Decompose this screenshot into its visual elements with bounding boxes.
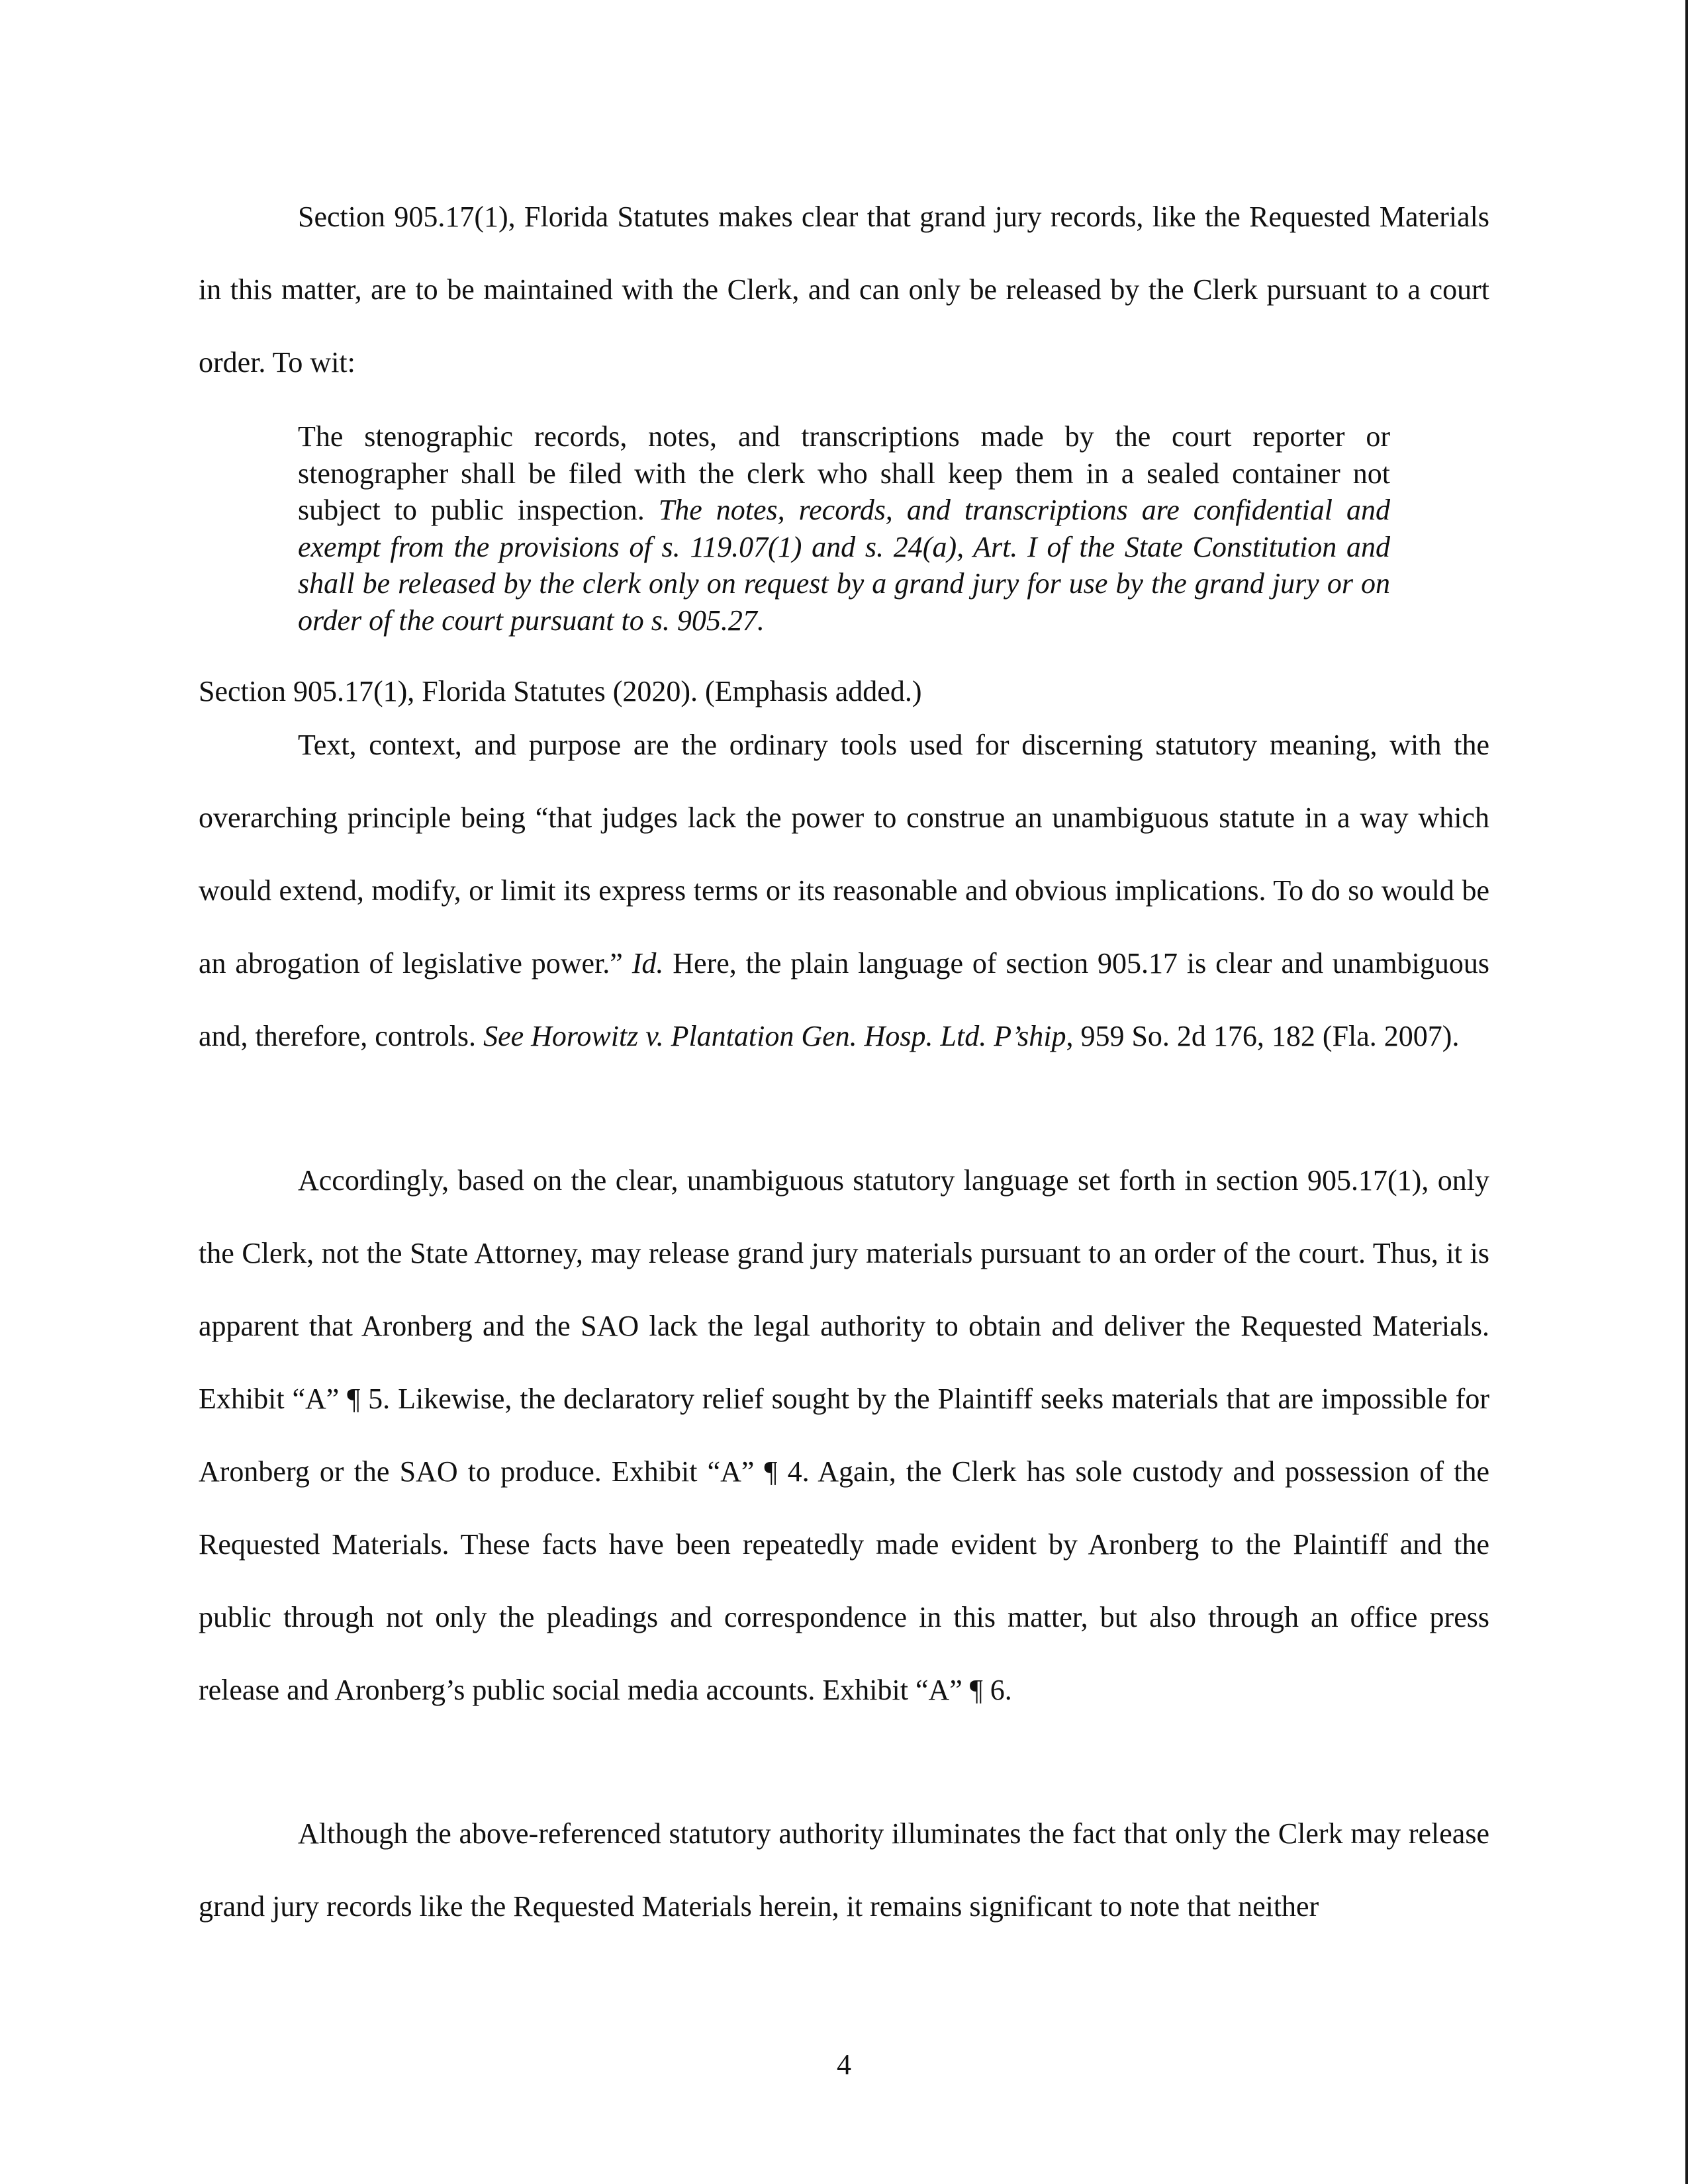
paragraph-statute-intro: Section 905.17(1), Florida Statutes makes clear that grand jury records, like the Requested Materials in this matter, are to be maintained with the Clerk, and can only be released by the Clerk pursuant to a court order. To wit: [199, 201, 1489, 379]
case-citation-reporter: , 959 So. 2d 176, 182 (Fla. 2007). [1066, 1020, 1460, 1052]
id-citation: Id. [632, 947, 664, 979]
case-citation-horowitz: See Horowitz v. Plantation Gen. Hosp. Ltd. P’ship [483, 1020, 1066, 1052]
block-quote-plain-text: The stenographic records, notes, and transcriptions made by the court reporter or stenographer shall be filed with the clerk who shall keep them in a sealed container not subject to public inspection. [298, 420, 1390, 526]
block-quote-statute [298, 418, 1390, 639]
paragraph-statutory-meaning-text: Text, context, and purpose are the ordinary tools used for discerning statutory meaning, with the overarching principle being “that judges lack the power to construe an unambiguous statute in a way which would extend, modify, or limit its express terms or its reasonable and obvious implications. To do so would be an abrogation of legislative power.” [199, 729, 1489, 979]
statute-citation-line: Section 905.17(1), Florida Statutes (2020). (Emphasis added.) [199, 675, 922, 707]
page-number: 4 [837, 2048, 851, 2081]
block-quote-emphasized-text: The notes, records, and transcriptions are confidential and exempt from the provisions of s. 119.07(1) and s. 24(a), Art. I of the State Constitution and shall be released by the clerk only on request by a grand jury for use by the grand jury or on order of the court pursuant to s. 905.27. [298, 494, 1390, 637]
page-edge-border [1685, 0, 1688, 2184]
paragraph-clerk-authority: Accordingly, based on the clear, unambiguous statutory language set forth in section 905.17(1), only the Clerk, not the State Attorney, may release grand jury materials pursuant to an order of the court. Thus, it is apparent that Aronberg and the SAO lack the legal authority to obtain and deliver the Requested Materials. Exhibit “A” ¶ 5. Likewise, the declaratory relief sought by the Plaintiff seeks materials that are impossible for Aronberg or the SAO to produce. Exhibit “A” ¶ 4. Again, the Clerk has sole custody and possession of the Requested Materials. These facts have been repeatedly made evident by Aronberg to the Plaintiff and the public through not only the pleadings and correspondence in this matter, but also through an office press release and Aronberg’s public social media accounts. Exhibit “A” ¶ 6. [199, 1164, 1489, 1706]
paragraph-statutory-conclusion: Although the above-referenced statutory authority illuminates the fact that only the Clerk may release grand jury records like the Requested Materials herein, it remains significant to note that neither [199, 1817, 1489, 1923]
paragraph-plain-language-text: Here, the plain language of section 905.17 is clear and unambiguous and, therefore, controls. [199, 947, 1489, 1052]
paragraph-statutory-meaning [199, 709, 1489, 1073]
